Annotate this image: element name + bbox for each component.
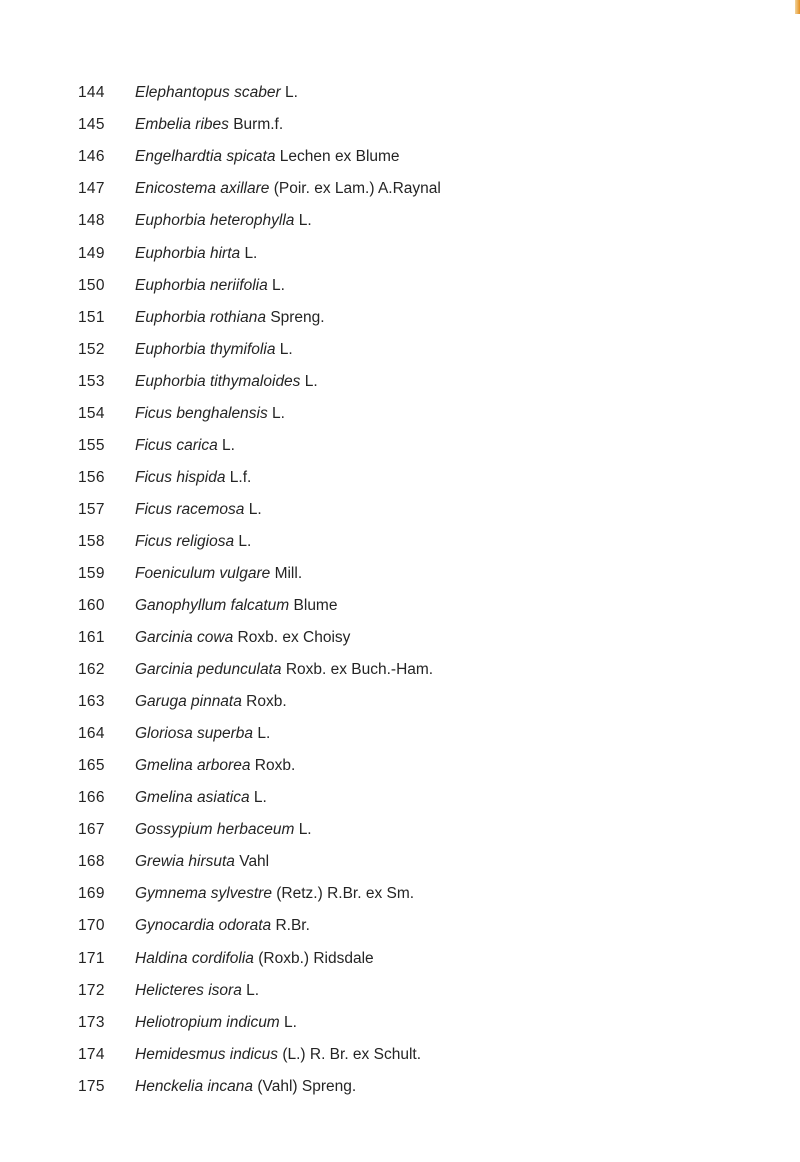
list-item xyxy=(0,237,800,269)
species-author: L. xyxy=(284,84,298,102)
list-item xyxy=(0,846,800,878)
species-author: Roxb. xyxy=(246,693,287,711)
species-author: Vahl xyxy=(239,853,270,871)
species-author: Roxb. xyxy=(254,757,296,775)
list-item xyxy=(0,1038,800,1070)
list-item xyxy=(0,1070,800,1102)
species-binomial: Helicteres isora xyxy=(135,981,242,999)
species-author: L.f. xyxy=(229,468,252,486)
species-binomial: Grewia hirsuta xyxy=(135,853,235,871)
item-number: 150 xyxy=(78,276,105,294)
list-item xyxy=(0,173,800,205)
list-item xyxy=(0,558,800,590)
species-name xyxy=(135,534,251,550)
species-author: (Poir. ex Lam.) A.Raynal xyxy=(273,180,441,198)
list-item xyxy=(0,1006,800,1038)
item-number: 174 xyxy=(78,1045,105,1063)
list-item xyxy=(0,878,800,910)
species-author: L. xyxy=(253,789,267,807)
species-binomial: Euphorbia tithymaloides xyxy=(135,372,301,390)
list-item xyxy=(0,622,800,654)
species-author: R.Br. xyxy=(275,917,310,935)
species-name xyxy=(135,662,433,678)
species-binomial: Hemidesmus indicus xyxy=(135,1045,278,1063)
species-author: L. xyxy=(304,372,318,390)
list-item xyxy=(0,782,800,814)
species-name xyxy=(135,758,295,774)
species-binomial: Gynocardia odorata xyxy=(135,917,272,935)
species-binomial: Euphorbia thymifolia xyxy=(135,340,276,358)
species-author: L. xyxy=(298,212,312,230)
species-author: L. xyxy=(244,244,258,262)
list-item xyxy=(0,974,800,1006)
species-binomial: Gloriosa superba xyxy=(135,725,254,743)
species-name xyxy=(135,502,262,518)
list-item xyxy=(0,526,800,558)
species-name xyxy=(135,566,302,582)
species-name xyxy=(135,1079,356,1095)
species-name xyxy=(135,374,318,390)
species-list xyxy=(0,77,800,1103)
species-name xyxy=(135,438,235,454)
item-number: 155 xyxy=(78,436,105,454)
species-binomial: Gmelina arborea xyxy=(135,757,251,775)
list-item xyxy=(0,910,800,942)
species-binomial: Garcinia pedunculata xyxy=(135,661,282,679)
item-number: 168 xyxy=(78,853,105,871)
species-name xyxy=(135,342,293,358)
species-author: (Vahl) Spreng. xyxy=(257,1077,357,1095)
species-author: (Roxb.) Ridsdale xyxy=(258,949,374,967)
species-name xyxy=(135,918,310,934)
species-binomial: Haldina cordifolia xyxy=(135,949,254,967)
species-author: Lechen ex Blume xyxy=(279,148,400,166)
species-binomial: Gmelina asiatica xyxy=(135,789,250,807)
item-number: 162 xyxy=(78,661,105,679)
list-item xyxy=(0,462,800,494)
species-author: L. xyxy=(238,532,252,550)
species-binomial: Foeniculum vulgare xyxy=(135,564,271,582)
species-name xyxy=(135,1047,421,1063)
species-author: L. xyxy=(284,1013,297,1031)
species-binomial: Gymnema sylvestre xyxy=(135,885,272,903)
list-item xyxy=(0,205,800,237)
species-binomial: Elephantopus scaber xyxy=(135,84,281,102)
species-author: L. xyxy=(248,500,262,518)
item-number: 156 xyxy=(78,468,105,486)
list-item xyxy=(0,141,800,173)
species-author: L. xyxy=(272,404,285,422)
species-name xyxy=(135,951,374,967)
item-number: 154 xyxy=(78,404,105,422)
species-binomial: Henckelia incana xyxy=(135,1077,254,1095)
species-name xyxy=(135,149,400,165)
species-name xyxy=(135,310,325,326)
item-number: 171 xyxy=(78,949,105,967)
species-binomial: Gossypium herbaceum xyxy=(135,821,295,839)
item-number: 160 xyxy=(78,597,105,615)
list-item xyxy=(0,718,800,750)
species-name xyxy=(135,886,414,902)
list-item xyxy=(0,430,800,462)
species-author: L. xyxy=(257,725,271,743)
species-binomial: Euphorbia neriifolia xyxy=(135,276,268,294)
species-name xyxy=(135,117,283,133)
species-binomial: Euphorbia hirta xyxy=(135,244,241,262)
species-binomial: Ficus benghalensis xyxy=(135,404,268,422)
list-item xyxy=(0,494,800,526)
species-author: Mill. xyxy=(274,564,303,582)
species-author: Burm.f. xyxy=(233,116,284,134)
list-item xyxy=(0,686,800,718)
list-item xyxy=(0,333,800,365)
item-number: 161 xyxy=(78,629,105,647)
species-author: L. xyxy=(279,340,293,358)
list-item xyxy=(0,814,800,846)
species-name xyxy=(135,598,337,614)
species-name xyxy=(135,213,312,229)
species-name xyxy=(135,181,441,197)
species-binomial: Heliotropium indicum xyxy=(135,1013,280,1031)
species-author: L. xyxy=(222,436,235,454)
item-number: 163 xyxy=(78,693,105,711)
item-number: 173 xyxy=(78,1013,105,1031)
species-name xyxy=(135,822,312,838)
species-author: Blume xyxy=(293,597,338,615)
species-name xyxy=(135,406,285,422)
item-number: 146 xyxy=(78,148,105,166)
list-item xyxy=(0,397,800,429)
item-number: 164 xyxy=(78,725,105,743)
item-number: 175 xyxy=(78,1077,105,1095)
species-name xyxy=(135,726,270,742)
species-name xyxy=(135,694,287,710)
item-number: 149 xyxy=(78,244,105,262)
species-name xyxy=(135,790,267,806)
list-item xyxy=(0,750,800,782)
list-item xyxy=(0,301,800,333)
item-number: 144 xyxy=(78,84,105,102)
list-item xyxy=(0,942,800,974)
species-name xyxy=(135,854,269,870)
species-author: L. xyxy=(246,981,260,999)
species-author: Roxb. ex Choisy xyxy=(237,629,351,647)
species-name xyxy=(135,246,257,262)
species-binomial: Enicostema axillare xyxy=(135,180,270,198)
species-author: Roxb. ex Buch.-Ham. xyxy=(285,661,434,679)
species-binomial: Euphorbia rothiana xyxy=(135,308,266,326)
species-binomial: Ficus hispida xyxy=(135,468,226,486)
list-item xyxy=(0,77,800,109)
species-binomial: Euphorbia heterophylla xyxy=(135,212,295,230)
species-name xyxy=(135,278,285,294)
item-number: 145 xyxy=(78,116,105,134)
species-author: (Retz.) R.Br. ex Sm. xyxy=(276,885,415,903)
species-binomial: Garuga pinnata xyxy=(135,693,242,711)
item-number: 166 xyxy=(78,789,105,807)
item-number: 167 xyxy=(78,821,105,839)
list-item xyxy=(0,109,800,141)
item-number: 157 xyxy=(78,500,105,518)
species-name xyxy=(135,1015,297,1031)
species-name xyxy=(135,630,350,646)
species-name xyxy=(135,983,259,999)
species-binomial: Ficus racemosa xyxy=(135,500,245,518)
item-number: 148 xyxy=(78,212,105,230)
list-item xyxy=(0,590,800,622)
species-author: Spreng. xyxy=(270,308,325,326)
species-author: L. xyxy=(272,276,285,294)
species-binomial: Engelhardtia spicata xyxy=(135,148,276,166)
item-number: 172 xyxy=(78,981,105,999)
species-name xyxy=(135,470,251,486)
item-number: 151 xyxy=(78,308,105,326)
orange-tab-sliver xyxy=(795,0,800,14)
species-author: (L.) R. Br. ex Schult. xyxy=(282,1045,421,1063)
species-name xyxy=(135,85,298,101)
species-binomial: Ficus religiosa xyxy=(135,532,235,550)
item-number: 169 xyxy=(78,885,105,903)
species-author: L. xyxy=(298,821,312,839)
list-item xyxy=(0,269,800,301)
item-number: 159 xyxy=(78,564,105,582)
item-number: 165 xyxy=(78,757,105,775)
list-item xyxy=(0,365,800,397)
species-binomial: Embelia ribes xyxy=(135,116,229,134)
item-number: 158 xyxy=(78,532,105,550)
list-item xyxy=(0,654,800,686)
species-binomial: Ficus carica xyxy=(135,436,218,454)
item-number: 153 xyxy=(78,372,105,390)
species-binomial: Garcinia cowa xyxy=(135,629,234,647)
item-number: 152 xyxy=(78,340,105,358)
item-number: 170 xyxy=(78,917,105,935)
item-number: 147 xyxy=(78,180,105,198)
species-binomial: Ganophyllum falcatum xyxy=(135,597,290,615)
